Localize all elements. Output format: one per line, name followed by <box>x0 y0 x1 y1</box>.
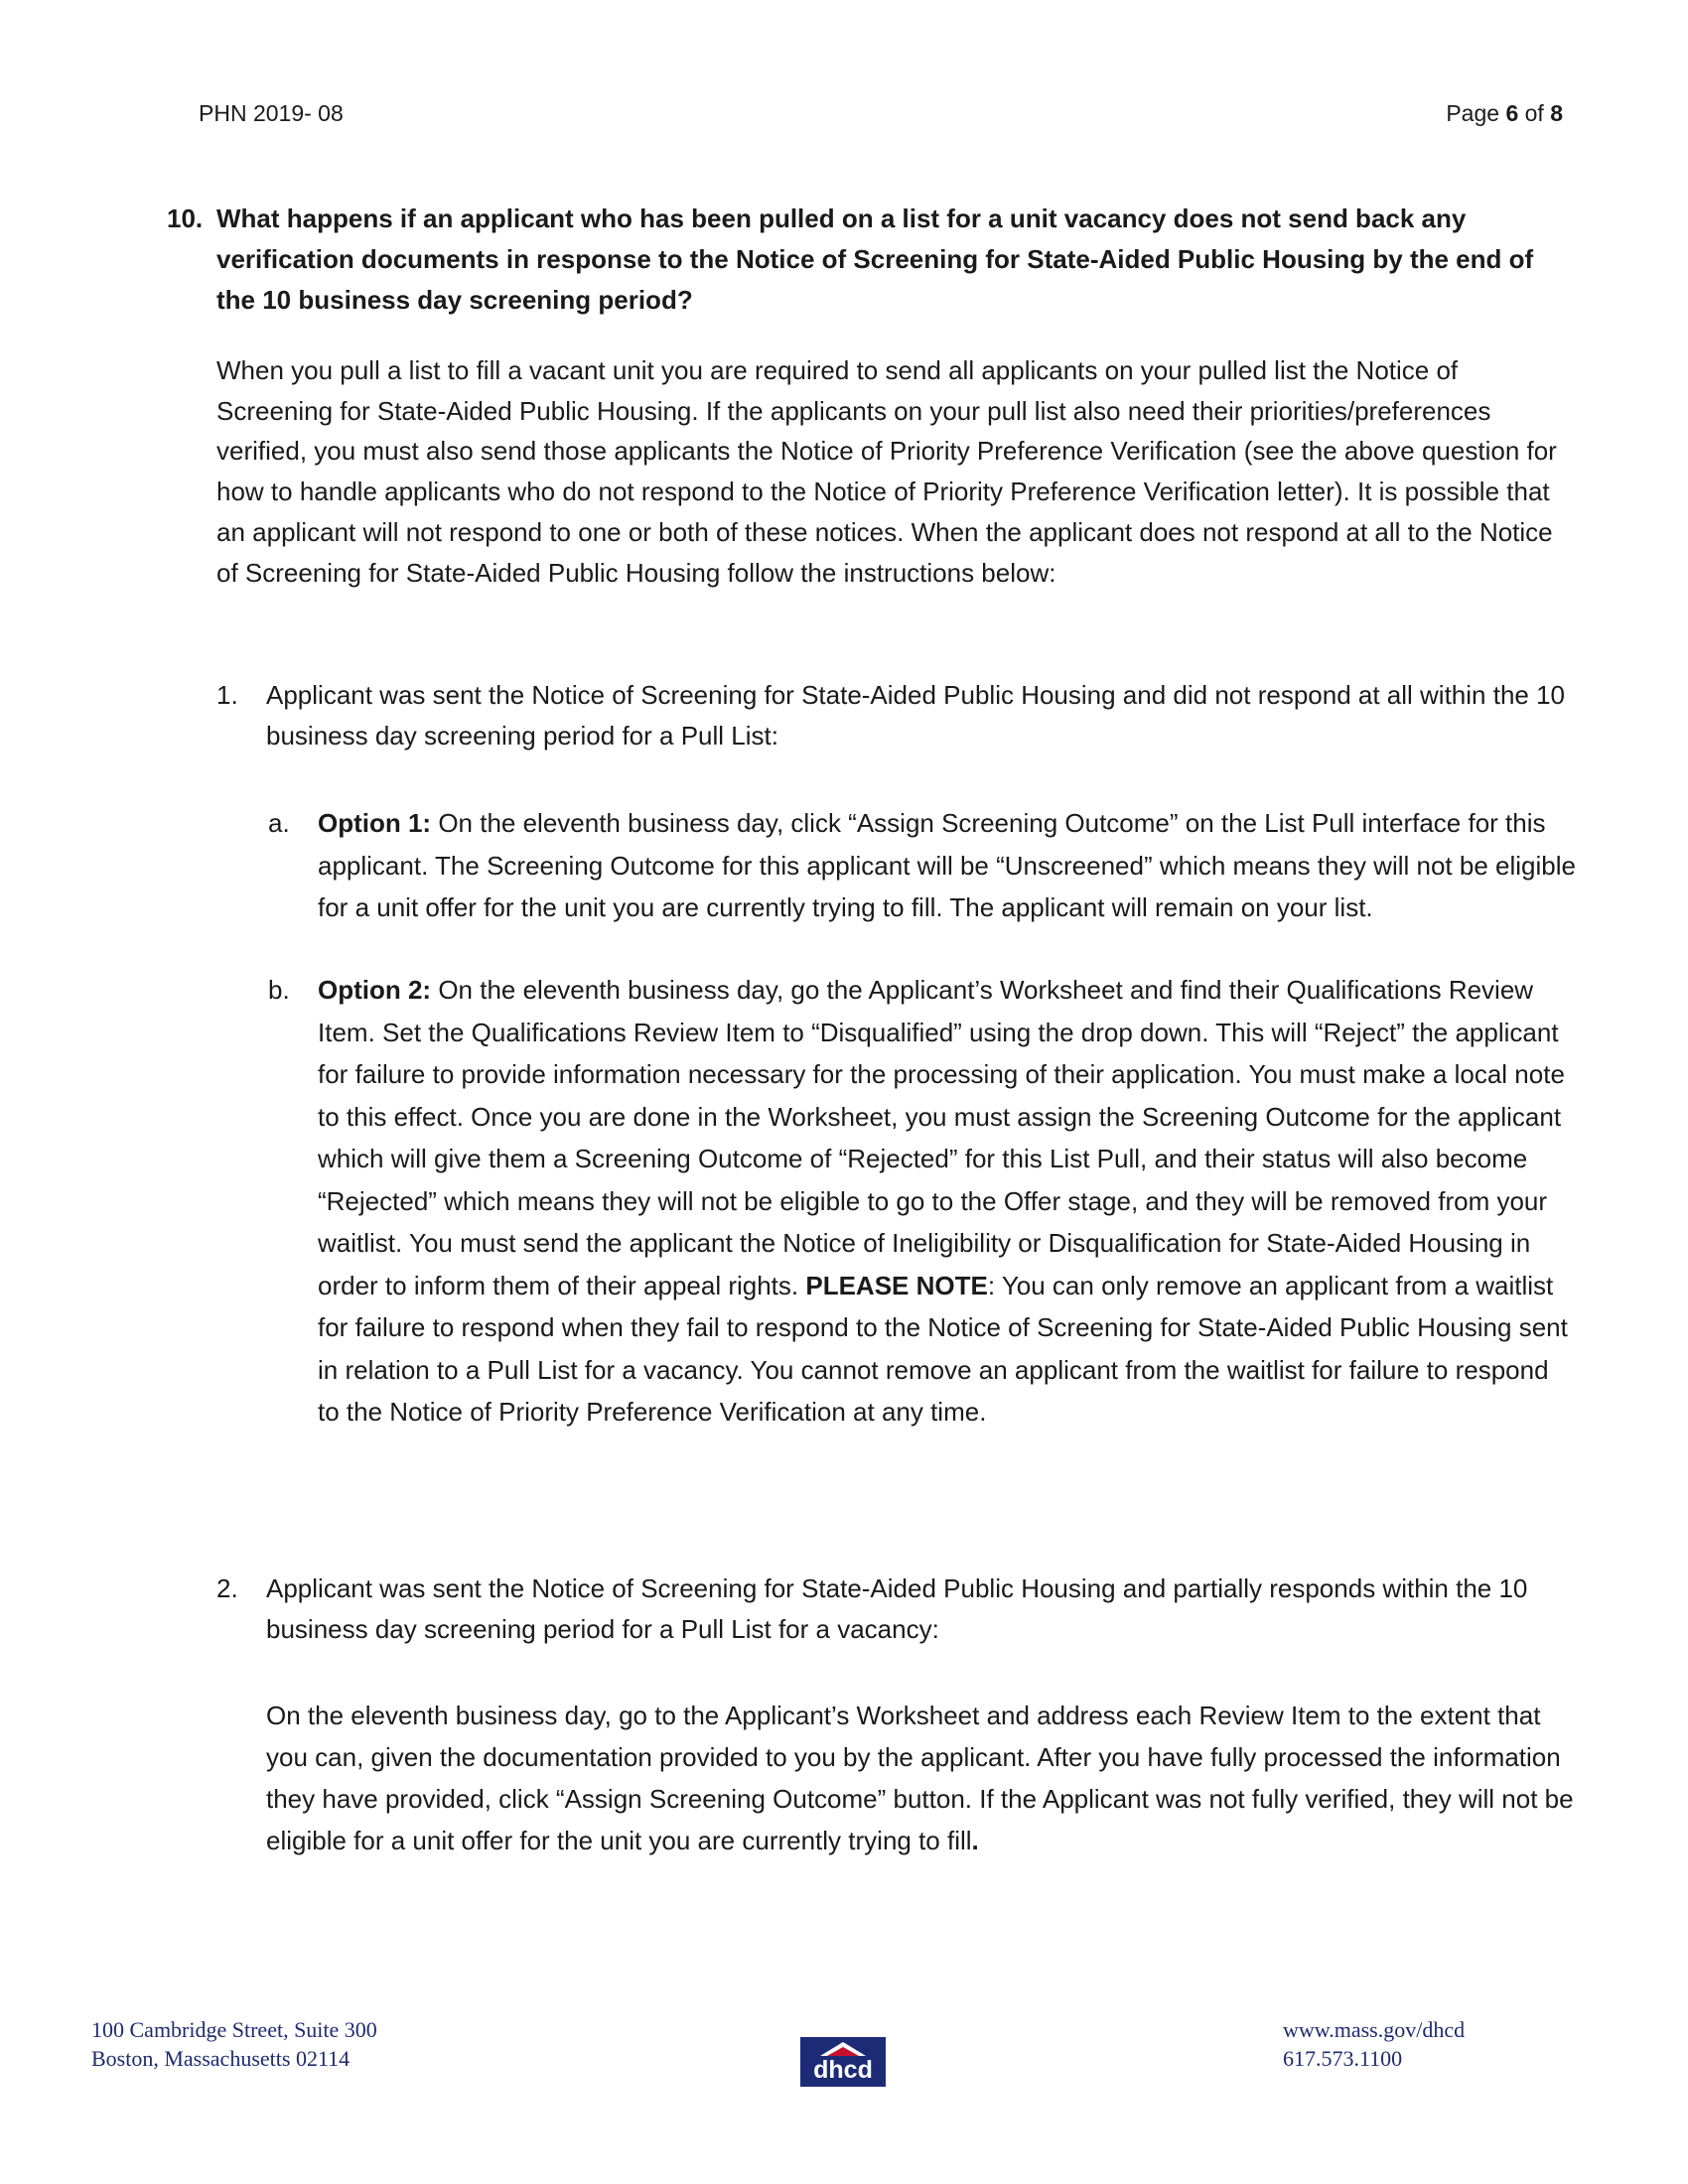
footer-website: www.mass.gov/dhcd <box>1283 2017 1466 2042</box>
sub-item-b-option: Option 2: <box>318 975 432 1005</box>
question-text: What happens if an applicant who has been pulled on a list for a unit vacancy does not send back any verification documents in response to the Notice of Screening for State-Aided Public Housing by the end of the 10 business day screening period? <box>216 204 1534 315</box>
intro-paragraph: When you pull a list to fill a vacant unit you are required to send all applicants on your pulled list the Notice of Screening for State-Aided Public Housing. If the applicants on your pull list also need their priorities/preferences verified, you must also send those applicants the Notice of Priority Preference Verification (see the above question for how to handle applicants who do not respond to the Notice of Priority Preference Verification letter). It is possible that an applicant will not respond to one or both of these notices. When the applicant does not respond at all to the Notice of Screening for State-Aided Public Housing follow the instructions below: <box>216 355 1557 588</box>
logo-roof-accent-icon <box>827 2047 859 2056</box>
list-item-2 <box>216 1569 1577 1650</box>
list-item-2-number: 2. <box>216 1573 238 1603</box>
sub-item-a-body: On the eleventh business day, click “Assign Screening Outcome” on the List Pull interface for this applicant. The Screening Outcome for this applicant will be “Unscreened” which means they will not be eligible for a unit offer for the unit you are currently trying to fill. The applicant will remain on your list. <box>318 808 1576 922</box>
list-item-2-paragraph <box>266 1695 1577 1861</box>
page-number <box>1446 100 1563 127</box>
question-number: 10. <box>167 204 204 233</box>
please-note-text: : You can only remove an applicant from a waitlist for failure to respond when they fail to respond to the Notice of Screening for State-Aided Public Housing sent in relation to a Pull List for a vacancy. You cannot remove an applicant from the waitlist for failure to respond to the Notice of Priority Preference Verification at any time. <box>318 1270 1568 1427</box>
document-id: PHN 2019- 08 <box>199 100 344 126</box>
list-item-1-number: 1. <box>216 680 238 710</box>
list-item-1-text: Applicant was sent the Notice of Screening for State-Aided Public Housing and did not respond at all within the 10 business day screening period for a Pull List: <box>266 680 1566 751</box>
page-mid: of <box>1518 100 1551 126</box>
list-item-2-paragraph-end: . <box>971 1826 979 1855</box>
footer-address <box>91 2015 377 2073</box>
dhcd-logo <box>800 2037 886 2087</box>
sub-item-a-option: Option 1: <box>318 808 432 838</box>
sub-item-a <box>268 802 1577 929</box>
sub-item-b <box>268 969 1577 1433</box>
list-item-2-paragraph-body: On the eleventh business day, go to the Applicant’s Worksheet and address each Review Item to the extent that you can, given the documentation provided to you by the applicant. After you have fully processed the information they have provided, click “Assign Screening Outcome” button. If the Applicant was not fully verified, they will not be eligible for a unit offer for the unit you are currently trying to fill <box>266 1701 1574 1855</box>
question-heading <box>167 199 1577 321</box>
address-line-2: Boston, Massachusetts 02114 <box>91 2046 351 2071</box>
list-item-2-text: Applicant was sent the Notice of Screening for State-Aided Public Housing and partially responds within the 10 business day screening period for a Pull List for a vacancy: <box>266 1573 1528 1644</box>
logo-text: dhcd <box>813 2056 873 2084</box>
address-line-1: 100 Cambridge Street, Suite 300 <box>91 2017 377 2042</box>
page-current: 6 <box>1505 100 1519 126</box>
footer-contact <box>1283 2015 1465 2073</box>
page-total: 8 <box>1550 100 1563 126</box>
sub-item-a-text <box>318 802 1577 929</box>
sub-item-b-body: On the eleventh business day, go the Applicant’s Worksheet and find their Qualifications Review Item. Set the Qualifications Review Item to “Disqualified” using the drop down. This will “Reject” the applicant for failure to provide information necessary for the processing of their application. You must make a local note to this effect. Once you are done in the Worksheet, you must assign the Screening Outcome for the applicant which will give them a Screening Outcome of “Rejected” for this List Pull, and their status will also become “Rejected” which means they will not be eligible to go to the Offer stage, and they will be removed from your waitlist. You must send the applicant the Notice of Ineligibility or Disqualification for State-Aided Housing in order to inform them of their appeal rights. <box>318 975 1565 1300</box>
list-item-1 <box>216 675 1577 756</box>
please-note-label: PLEASE NOTE <box>805 1270 988 1300</box>
sub-item-a-label: a. <box>268 808 290 838</box>
footer-phone: 617.573.1100 <box>1283 2046 1403 2071</box>
sub-item-b-label: b. <box>268 975 290 1005</box>
sub-item-b-text <box>318 969 1577 1433</box>
page-prefix: Page <box>1446 100 1506 126</box>
